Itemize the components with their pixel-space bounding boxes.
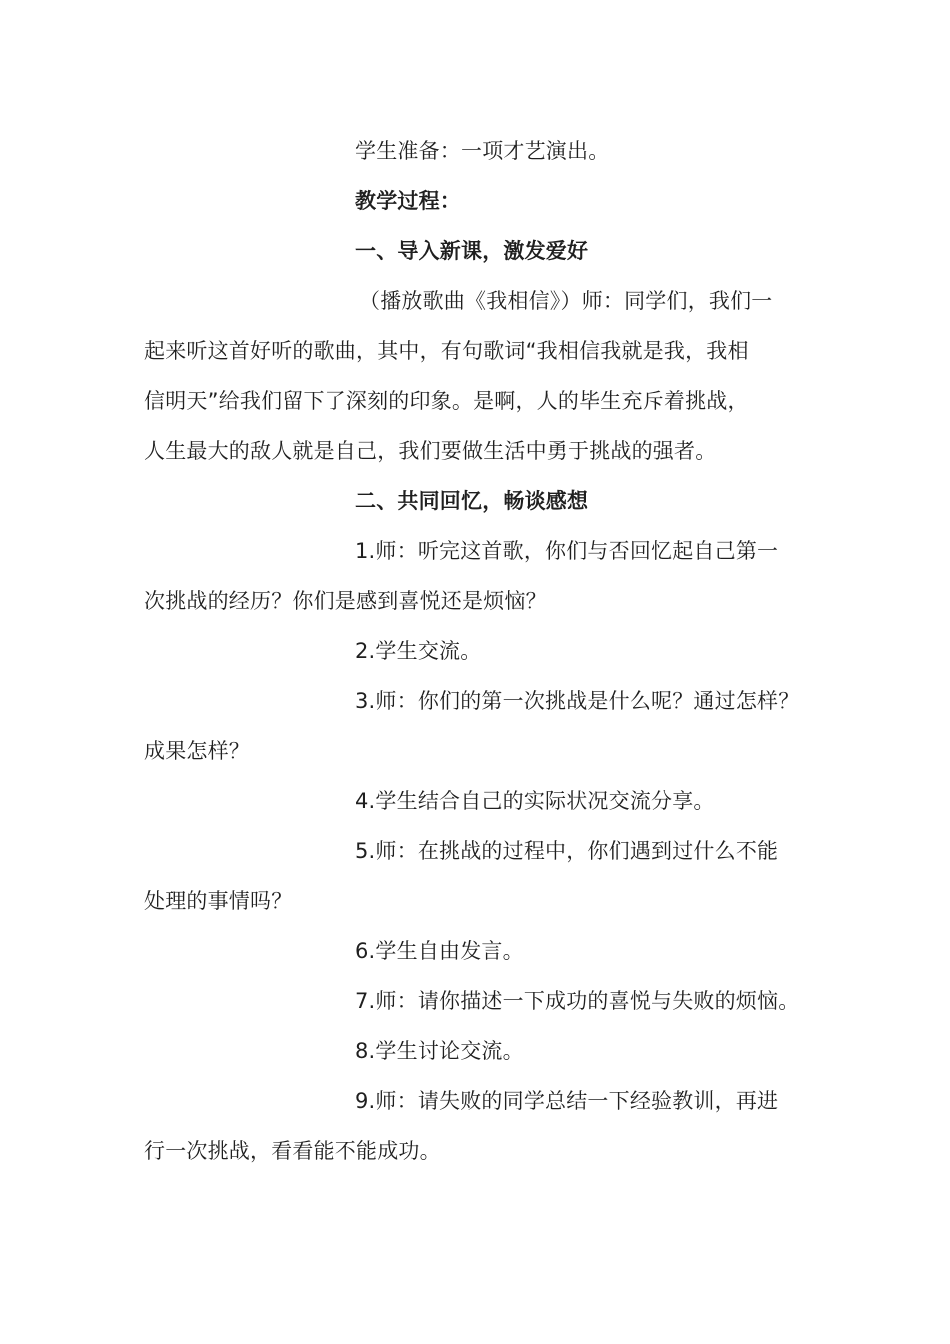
list-item-continuation: 处理的事情吗？ bbox=[144, 889, 293, 913]
paragraph-line: 起来听这首好听的歌曲，其中，有句歌词“我相信我就是我，我相 bbox=[144, 339, 749, 363]
paragraph-line: 信明天”给我们留下了深刻的印象。是啊，人的毕生充斥着挑战， bbox=[144, 389, 749, 413]
paragraph-line: （播放歌曲《我相信》）师：同学们，我们一 bbox=[359, 289, 773, 313]
list-item: 5.师：在挑战的过程中，你们遇到过什么不能 bbox=[355, 839, 779, 863]
document-body bbox=[144, 126, 819, 1176]
list-item: 6.学生自由发言。 bbox=[355, 939, 524, 963]
list-item: 4.学生结合自己的实际状况交流分享。 bbox=[355, 789, 715, 813]
list-item: 2.学生交流。 bbox=[355, 639, 482, 663]
paragraph-line: 人生最大的敌人就是自己，我们要做生活中勇于挑战的强者。 bbox=[144, 439, 717, 463]
list-item: 7.师：请你描述一下成功的喜悦与失败的烦恼。 bbox=[355, 989, 800, 1013]
section-two-heading: 二、共同回忆，畅谈感想 bbox=[355, 489, 589, 513]
list-item: 8.学生讨论交流。 bbox=[355, 1039, 524, 1063]
list-item: 9.师：请失败的同学总结一下经验教训，再进 bbox=[355, 1089, 779, 1113]
list-item-continuation: 成果怎样？ bbox=[144, 739, 250, 763]
section-one-heading: 一、导入新课，激发爱好 bbox=[355, 239, 589, 263]
teaching-process-heading: 教学过程： bbox=[355, 189, 461, 213]
list-item: 1.师：听完这首歌，你们与否回忆起自己第一 bbox=[355, 539, 779, 563]
list-item-continuation: 次挑战的经历？你们是感到喜悦还是烦恼？ bbox=[144, 589, 547, 613]
list-item-continuation: 行一次挑战，看看能不能成功。 bbox=[144, 1139, 441, 1163]
list-item: 3.师：你们的第一次挑战是什么呢？通过怎样？ bbox=[355, 689, 800, 713]
student-preparation-line: 学生准备：一项才艺演出。 bbox=[355, 139, 610, 163]
